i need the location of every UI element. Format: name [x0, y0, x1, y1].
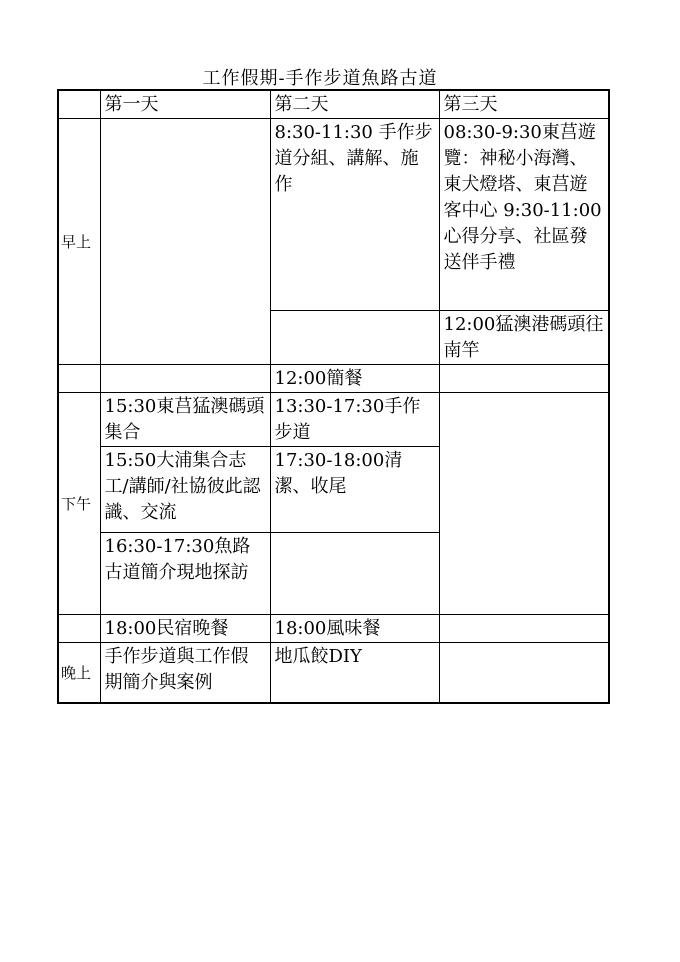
cell-dinner-period — [58, 615, 100, 643]
header-row — [58, 90, 609, 119]
cell-morning-day2-empty — [270, 311, 439, 365]
cell-morning-day3-ferry: 12:00猛澳港碼頭往南竿 — [439, 311, 609, 365]
page-title: 工作假期-手作步道魚路古道 — [202, 68, 438, 89]
cell-noon-period — [58, 365, 100, 393]
schedule-table — [57, 89, 610, 704]
cell-dinner-day1: 18:00民宿晚餐 — [100, 615, 270, 643]
cell-afternoon-day2-2: 17:30-18:00清潔、收尾 — [270, 447, 439, 533]
dinner-row — [58, 615, 609, 643]
cell-afternoon-day1-3: 16:30-17:30魚路古道簡介現地探訪 — [100, 533, 270, 615]
header-day3: 第三天 — [439, 90, 609, 119]
cell-noon-day3 — [439, 365, 609, 393]
header-day1: 第一天 — [100, 90, 270, 119]
cell-morning-day3: 08:30-9:30東莒遊覽：神秘小海灣、東犬燈塔、東莒遊客中心 9:30-11:00心得分享、社區發送伴手禮 — [439, 119, 609, 311]
period-evening: 晚上 — [58, 643, 100, 704]
cell-dinner-day2: 18:00風味餐 — [270, 615, 439, 643]
cell-afternoon-day2-1: 13:30-17:30手作步道 — [270, 393, 439, 447]
cell-afternoon-day3 — [439, 393, 609, 615]
cell-evening-day2: 地瓜餃DIY — [270, 643, 439, 704]
noon-row — [58, 365, 609, 393]
afternoon-row-1 — [58, 393, 609, 447]
cell-afternoon-day1-1: 15:30東莒猛澳碼頭集合 — [100, 393, 270, 447]
cell-afternoon-day2-3 — [270, 533, 439, 615]
cell-morning-day1 — [100, 119, 270, 365]
period-afternoon: 下午 — [58, 393, 100, 615]
morning-row-1 — [58, 119, 609, 311]
evening-row — [58, 643, 609, 704]
cell-noon-day2: 12:00簡餐 — [270, 365, 439, 393]
cell-dinner-day3 — [439, 615, 609, 643]
cell-noon-day1 — [100, 365, 270, 393]
cell-morning-day2: 8:30-11:30 手作步道分組、講解、施作 — [270, 119, 439, 311]
header-day2: 第二天 — [270, 90, 439, 119]
cell-evening-day1: 手作步道與工作假期簡介與案例 — [100, 643, 270, 704]
cell-afternoon-day1-2: 15:50大浦集合志工/講師/社協彼此認識、交流 — [100, 447, 270, 533]
header-corner — [58, 90, 100, 119]
cell-evening-day3 — [439, 643, 609, 704]
period-morning: 早上 — [58, 119, 100, 365]
